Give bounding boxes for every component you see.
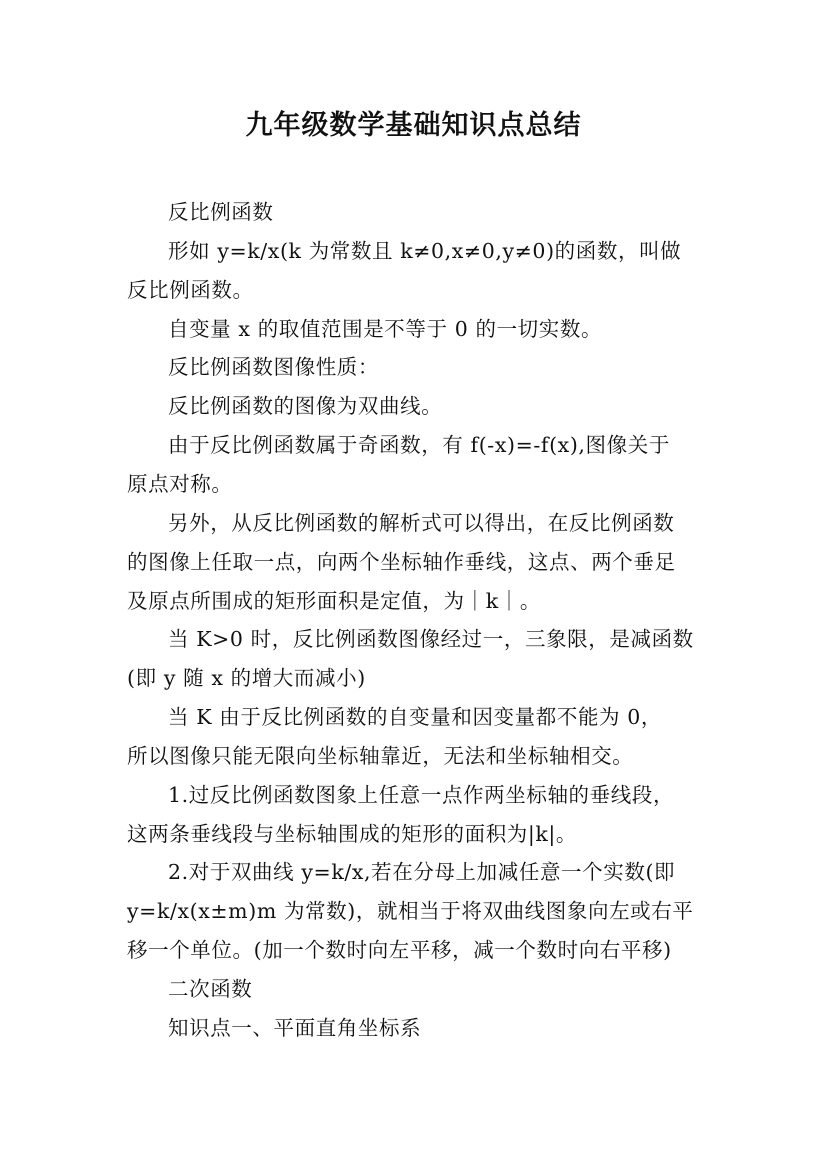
subsection-heading: 知识点一、平面直角坐标系 [168,1016,422,1040]
paragraph-line: 反比例函数的图像为双曲线。 [168,394,443,418]
paragraph-line: 当 K>0 时，反比例函数图像经过一，三象限，是减函数 [168,627,694,651]
paragraph-line: 自变量 x 的取值范围是不等于 0 的一切实数。 [168,317,603,341]
paragraph-line: 反比例函数。 [127,278,254,302]
paragraph-line: 移一个单位。(加一个数时向左平移，减一个数时向右平移) [127,938,672,962]
paragraph-line: 原点对称。 [127,472,233,496]
section-heading-inverse-proportion: 反比例函数 [168,200,274,224]
paragraph-line: 的图像上任取一点，向两个坐标轴作垂线，这点、两个垂足 [127,550,676,574]
paragraph-line: 及原点所围成的矩形面积是定值，为｜k｜。 [127,589,541,613]
paragraph-line: y=k/x(x±m)m 为常数)，就相当于将双曲线图象向左或右平 [127,899,694,923]
paragraph-line: 另外，从反比例函数的解析式可以得出，在反比例函数 [168,511,675,535]
paragraph-line: 所以图像只能无限向坐标轴靠近，无法和坐标轴相交。 [127,744,634,768]
paragraph-line: (即 y 随 x 的增大而减小) [127,666,366,690]
paragraph-line: 当 K 由于反比例函数的自变量和因变量都不能为 0， [168,705,663,729]
paragraph-line: 1.过反比例函数图象上任意一点作两坐标轴的垂线段， [168,783,675,807]
paragraph-line: 由于反比例函数属于奇函数，有 f(-x)=-f(x),图像关于 [168,433,670,457]
paragraph-line: 反比例函数图像性质： [168,355,379,379]
document-title: 九年级数学基础知识点总结 [245,110,582,141]
paragraph-line: 2.对于双曲线 y=k/x,若在分母上加减任意一个实数(即 [168,860,676,884]
section-heading-quadratic: 二次函数 [168,977,253,1001]
paragraph-line: 形如 y=k/x(k 为常数且 k≠0,x≠0,y≠0)的函数，叫做 [168,239,682,263]
paragraph-line: 这两条垂线段与坐标轴围成的矩形的面积为|k|。 [127,822,578,846]
